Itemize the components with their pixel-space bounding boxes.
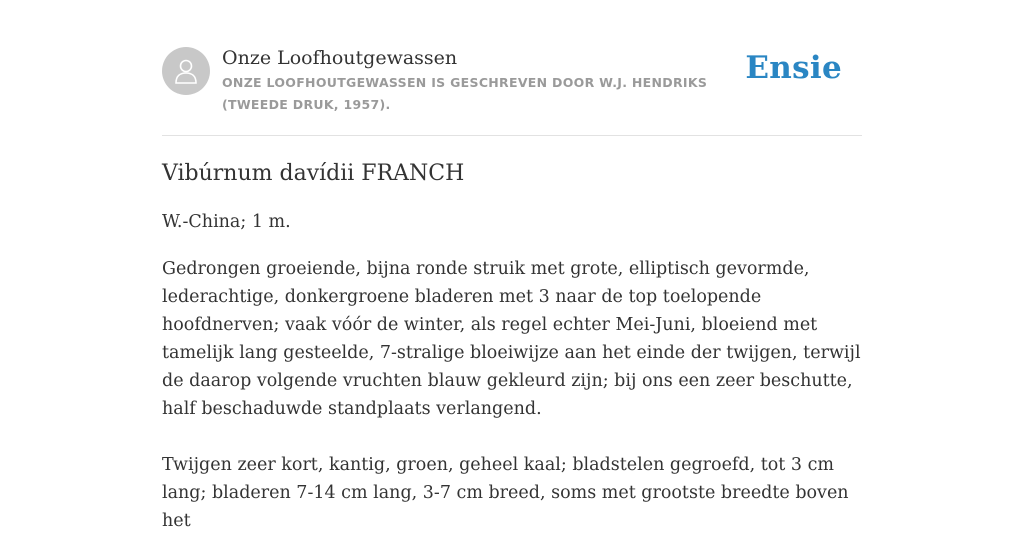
entry-origin: W.-China; 1 m.: [162, 212, 291, 232]
header-divider: [162, 135, 862, 136]
entry-paragraph-1: Gedrongen groeiende, bijna ronde struik met grote, elliptisch gevormde, lederachtige, donkergroene bladeren met 3 naar de top toelopende hoofdnerven; vaak vóór de winter, als regel echter Mei-Juni, bloeiend met tamelijk lang gesteelde, 7-stralige bloeiwijze aan het einde der twijgen, terwijl de daarop volgende vruchten blauw gekleurd zijn; bij ons een zeer beschutte, half beschaduwde standplaats verlangend.: [162, 259, 861, 419]
book-info: [222, 45, 762, 116]
book-title[interactable]: Onze Loofhoutgewassen: [222, 47, 458, 69]
ensie-logo-link[interactable]: Ensie: [745, 50, 842, 86]
book-description: ONZE LOOFHOUTGEWASSEN IS GESCHREVEN DOOR W.J. HENDRIKS (TWEEDE DRUK, 1957).: [222, 75, 708, 112]
user-icon: [162, 47, 210, 95]
entry-title: Vibúrnum davídii FRANCH: [162, 161, 465, 186]
book-header: [162, 45, 862, 135]
entry-paragraph-2: Twijgen zeer kort, kantig, groen, geheel kaal; bladstelen gegroefd, tot 3 cm lang; bladeren 7-14 cm lang, 3-7 cm breed, soms met grootste breedte boven het: [162, 455, 849, 531]
entry-content: [162, 158, 872, 554]
